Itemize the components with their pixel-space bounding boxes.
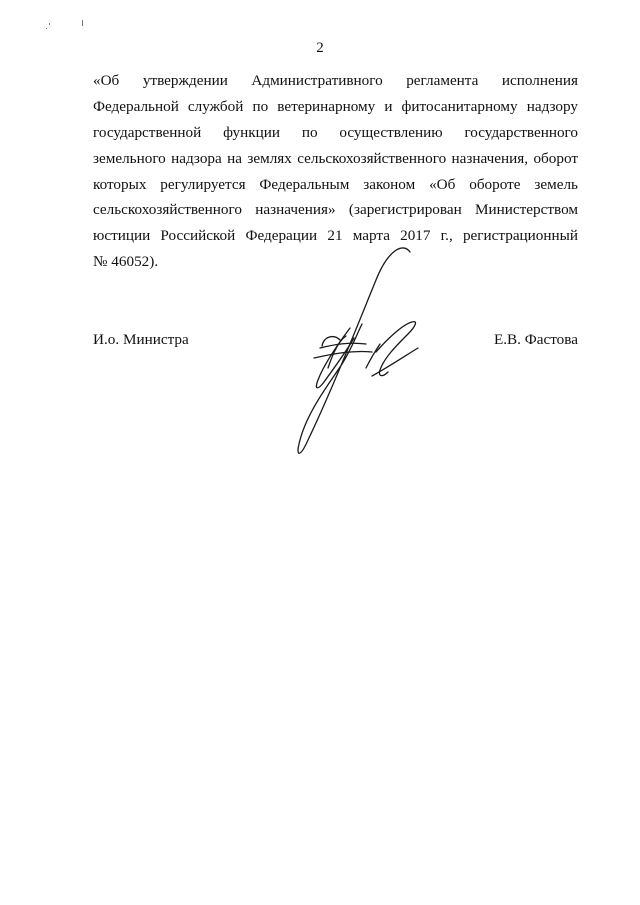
signature-stroke xyxy=(320,343,366,348)
signatory-name: Е.В. Фастова xyxy=(493,331,578,348)
page-number: 2 xyxy=(316,40,324,56)
body-line: Федеральной службой по ветеринарному и фитосанитарному надзору xyxy=(93,97,578,115)
body-line: № 46052). xyxy=(93,253,159,271)
signature-stroke xyxy=(376,322,415,376)
scan-mark xyxy=(49,23,50,25)
body-line: «Об утверждении Административного регламента исполнения xyxy=(93,72,578,89)
signature-stroke xyxy=(298,248,410,453)
body-line: юстиции Российской Федерации 21 марта 2017 г., регистрационный xyxy=(93,227,578,245)
handwritten-signature xyxy=(280,240,440,465)
scan-mark xyxy=(82,20,83,26)
body-line: сельскохозяйственного назначения» (зарегистрирован Министерством xyxy=(93,201,578,219)
body-line: которых регулируется Федеральным законом «Об обороте земель xyxy=(93,175,578,193)
scan-mark xyxy=(46,28,47,29)
body-line: государственной функции по осуществлению государственного xyxy=(93,123,578,141)
signature-stroke xyxy=(372,348,418,376)
body-line: земельного надзора на землях сельскохозяйственного назначения, оборот xyxy=(93,149,578,167)
signature-stroke xyxy=(366,344,380,368)
signatory-title: И.о. Министра xyxy=(93,331,189,348)
